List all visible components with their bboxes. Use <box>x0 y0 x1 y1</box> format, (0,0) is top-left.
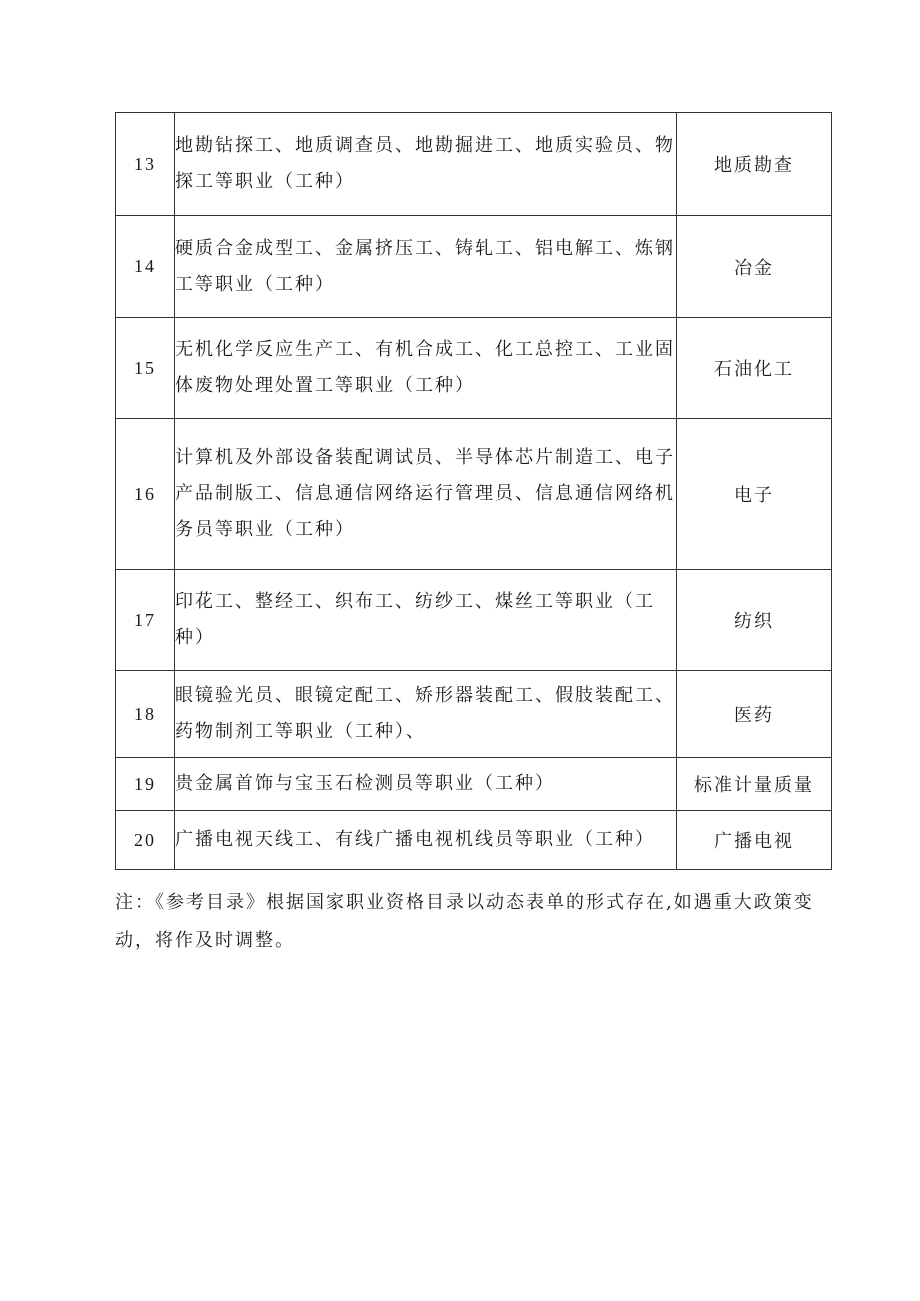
table-row <box>116 811 832 870</box>
occupation-list: 贵金属首饰与宝玉石检测员等职业（工种） <box>175 758 677 811</box>
catalog-footnote: 注：《参考目录》根据国家职业资格目录以动态表单的形式存在,如遇重大政策变动，将作及时调整。 <box>115 892 814 951</box>
row-number: 13 <box>116 113 175 216</box>
occupation-list: 广播电视天线工、有线广播电视机线员等职业（工种） <box>175 811 677 870</box>
table-row <box>116 216 832 318</box>
row-number: 19 <box>116 758 175 811</box>
row-number: 15 <box>116 318 175 419</box>
table-row <box>116 758 832 811</box>
table-row <box>116 318 832 419</box>
occupation-list: 地勘钻探工、地质调查员、地勘掘进工、地质实验员、物探工等职业（工种） <box>175 113 677 216</box>
occupation-list: 计算机及外部设备装配调试员、半导体芯片制造工、电子产品制版工、信息通信网络运行管理员、信息通信网络机务员等职业（工种） <box>175 419 677 570</box>
table-row <box>116 113 832 216</box>
table-row <box>116 419 832 570</box>
industry-name: 纺织 <box>677 570 832 671</box>
industry-name: 冶金 <box>677 216 832 318</box>
industry-name: 石油化工 <box>677 318 832 419</box>
industry-name: 地质勘查 <box>677 113 832 216</box>
occupation-list: 眼镜验光员、眼镜定配工、矫形器装配工、假肢装配工、药物制剂工等职业（工种）、 <box>175 671 677 758</box>
occupation-list: 无机化学反应生产工、有机合成工、化工总控工、工业固体废物处理处置工等职业（工种） <box>175 318 677 419</box>
occupation-list: 硬质合金成型工、金属挤压工、铸轧工、铝电解工、炼钢工等职业（工种） <box>175 216 677 318</box>
table-row <box>116 570 832 671</box>
table-row <box>116 671 832 758</box>
row-number: 20 <box>116 811 175 870</box>
industry-name: 电子 <box>677 419 832 570</box>
industry-name: 医药 <box>677 671 832 758</box>
occupation-catalog-table <box>115 112 832 870</box>
row-number: 14 <box>116 216 175 318</box>
occupation-list: 印花工、整经工、织布工、纺纱工、煤丝工等职业（工种） <box>175 570 677 671</box>
industry-name: 标准计量质量 <box>677 758 832 811</box>
row-number: 17 <box>116 570 175 671</box>
industry-name: 广播电视 <box>677 811 832 870</box>
row-number: 18 <box>116 671 175 758</box>
row-number: 16 <box>116 419 175 570</box>
